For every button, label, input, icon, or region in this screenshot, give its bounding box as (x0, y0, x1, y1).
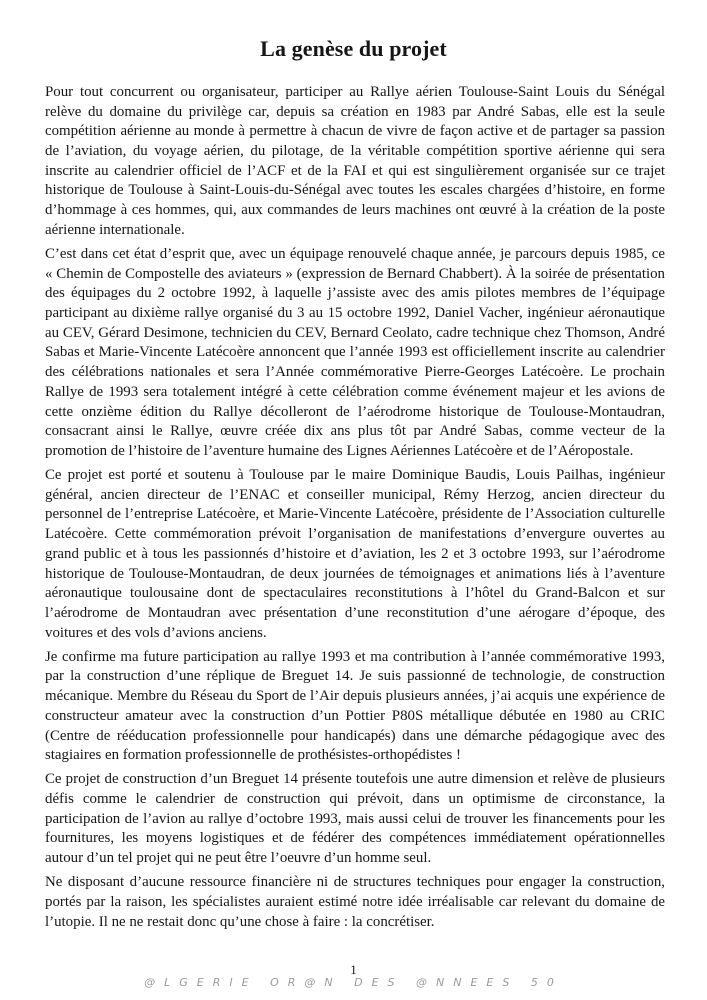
paragraph-1: Pour tout concurrent ou organisateur, participer au Rallye aérien Toulouse-Saint Louis du Sénégal relève du domaine du privilège car, depuis sa création en 1983 par André Sabas, elle est la seule compétition aérienne au monde à permettre à chacun de vivre de façon active et de partager sa passion de l’aviation, du voyage aérien, du pilotage, de la véritable compétition sportive aérienne qui sera inscrite au calendrier officiel de l’ACF et de la FAI et qui est singulièrement organisée sur ce trajet historique de Toulouse à Saint-Louis-du-Sénégal avec toutes les escales chargées d’histoire, en forme d’hommage à ces hommes, qui, aux commandes de leurs machines ont œuvré à la création de la poste aérienne internationale. (45, 84, 665, 238)
body-text (45, 83, 665, 937)
page-number: 1 (350, 962, 357, 977)
paragraph-2: C’est dans cet état d’esprit que, avec un équipage renouvelé chaque année, je parcours depuis 1985, ce « Chemin de Compostelle des aviateurs » (expression de Bernard Chabbert). À la soirée de présentation des équipages du 2 octobre 1992, à laquelle j’assiste avec des amis pilotes membres de l’équipage participant au dixième rallye organisé du 3 au 15 octobre 1992, Daniel Vacher, ingénieur aéronautique au CEV, Gérard Desimone, technicien du CEV, Bernard Ceolato, cadre technique chez Thomson, André Sabas et Marie-Vincente Latécoère annoncent que l’année 1993 est officiellement inscrite au calendrier des célébrations nationales et sera l’Année commémorative Pierre-Georges Latécoère. Le prochain Rallye de 1993 sera totalement intégré à cette célébration comme événement majeur et les avions de cette onzième édition du Rallye décolleront de l’aérodrome historique de Toulouse-Montaudran, consacrant ainsi le Rallye, œuvre créée dix ans plus tôt par André Sabas, comme vecteur de la promotion de l’histoire de l’aventure humaine des Lignes Aériennes Latécoère et de l’Aéropostale. (45, 246, 665, 459)
paragraph-5: Ce projet de construction d’un Breguet 14 présente toutefois une autre dimension et relève de plusieurs défis comme le calendrier de construction qui prévoit, dans un optimisme de circonstance, la participation de l’avion au rallye d’octobre 1993, mais aussi celui de trouver les financements pour les fournitures, les moyens logistiques et de fédérer des compétences immédiatement opérationnelles autour d’un tel projet qui ne peut être l’oeuvre d’un homme seul. (45, 771, 665, 867)
page-title: La genèse du projet (260, 36, 447, 61)
paragraph-3: Ce projet est porté et soutenu à Toulouse par le maire Dominique Baudis, Louis Pailhas, ingénieur général, ancien directeur de l’ENAC et conseiller municipal, Rémy Herzog, ancien directeur du personnel de l’entreprise Latécoère, et Marie-Vincente Latécoère, présidente de l’Association culturelle Latécoère. Cette commémoration prévoit l’organisation de manifestations d’envergure ouvertes au grand public et à tous les passionnés d’histoire et d’aviation, les 2 et 3 octobre 1993, sur l’aérodrome historique de Toulouse-Montaudran, de deux journées de témoignages et animations liés à l’aventure aéronautique toulousaine dont de spectaculaires reconstitutions à l’hôtel du Grand-Balcon et sur l’aérodrome de Montaudran avec présentation d’une reconstitution d’une aérogare d’époque, des voitures et des vols d’avions anciens. (45, 467, 665, 641)
paragraph-4: Je confirme ma future participation au rallye 1993 et ma contribution à l’année commémorative 1993, par la construction d’une réplique de Breguet 14. Je suis passionné de technologie, de construction mécanique. Membre du Réseau du Sport de l’Air depuis plusieurs années, j’ai acquis une expérience de constructeur amateur avec la construction d’un Pottier P80S métallique débutée en 1980 au CRIC (Centre de rééducation professionnelle pour handicapés) dans une démarche pédagogique avec des stagiaires en formation professionnelle de prothésistes-orthopédistes ! (45, 648, 665, 764)
footer-watermark: @LGERIE OR@N DES @NNEES 50 (144, 976, 563, 989)
paragraph-6: Ne disposant d’aucune ressource financière ni de structures techniques pour engager la construction, portés par la raison, les spécialistes auraient estimé notre idée irréalisable car relevant du domaine de l’utopie. Il ne ne restait donc qu’une chose à faire : la concrétiser. (45, 874, 665, 930)
